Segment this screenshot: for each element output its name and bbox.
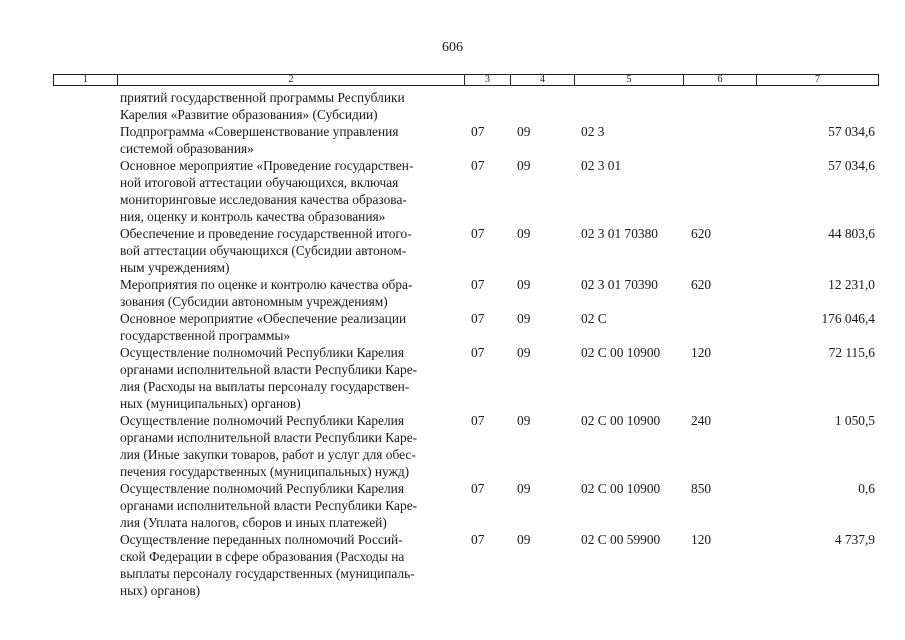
table-row	[0, 225, 905, 276]
amount-value: 4 737,9	[834, 532, 875, 547]
table-row	[0, 412, 905, 480]
expense-name-line: лия (Уплата налогов, сборов и иных платежей)	[120, 515, 387, 530]
expense-name-line: органами исполнительной власти Республики Каре-	[120, 430, 418, 445]
subsection-code: 09	[517, 277, 531, 292]
subsection-code: 09	[517, 124, 531, 139]
expense-name-line: Подпрограмма «Совершенствование управления	[120, 124, 399, 139]
expense-name-line: печения государственных (муниципальных) нужд)	[120, 464, 410, 479]
section-code: 07	[471, 532, 485, 547]
column-header-1: 1	[83, 74, 88, 85]
expense-name-line: зования (Субсидии автономным учреждениям)	[120, 294, 388, 309]
expense-name-line: выплаты персоналу государственных (муниципаль-	[120, 566, 415, 581]
table-row	[0, 276, 905, 310]
expense-type-code: 850	[691, 481, 712, 496]
target-article-code: 02 С	[581, 311, 607, 326]
section-code: 07	[471, 481, 485, 496]
amount-value: 57 034,6	[828, 158, 875, 173]
amount-value: 1 050,5	[834, 413, 875, 428]
amount-value: 57 034,6	[828, 124, 875, 139]
expense-name	[120, 412, 460, 480]
section-code: 07	[471, 226, 485, 241]
expense-name-line: Основное мероприятие «Проведение государствен-	[120, 158, 414, 173]
expense-name-line: лия (Расходы на выплаты персоналу государствен-	[120, 379, 410, 394]
expense-name	[120, 123, 460, 157]
expense-name-line: органами исполнительной власти Республики Каре-	[120, 362, 418, 377]
expense-name-line: Осуществление переданных полномочий Россий-	[120, 532, 403, 547]
expense-type-code: 620	[691, 226, 712, 241]
target-article-code: 02 С 00 59900	[581, 532, 661, 547]
expense-name	[120, 225, 460, 276]
column-header-6: 6	[683, 75, 756, 85]
expense-name-line: мониторинговые исследования качества образова-	[120, 192, 407, 207]
column-header-4: 4	[510, 75, 574, 85]
expense-name-line: лия (Иные закупки товаров, работ и услуг для обес-	[120, 447, 416, 462]
expense-type-code: 620	[691, 277, 712, 292]
amount-value: 176 046,4	[821, 311, 875, 326]
budget-table-body	[0, 89, 905, 599]
expense-name	[120, 310, 460, 344]
target-article-code: 02 3 01 70380	[581, 226, 658, 241]
expense-name-line: Основное мероприятие «Обеспечение реализации	[120, 311, 407, 326]
expense-name	[120, 89, 460, 123]
expense-name-line: органами исполнительной власти Республики Каре-	[120, 498, 418, 513]
expense-name-line: Осуществление полномочий Республики Карелия	[120, 481, 404, 496]
column-header-5: 5	[574, 75, 683, 85]
subsection-code: 09	[517, 413, 531, 428]
expense-name	[120, 157, 460, 225]
expense-name-line: ния, оценку и контроль качества образования»	[120, 209, 386, 224]
subsection-code: 09	[517, 311, 531, 326]
expense-name-line: ской Федерации в сфере образования (Расходы на	[120, 549, 405, 564]
section-code: 07	[471, 277, 485, 292]
table-row	[0, 480, 905, 531]
expense-name	[120, 344, 460, 412]
target-article-code: 02 3	[581, 124, 605, 139]
expense-name-line: Осуществление полномочий Республики Карелия	[120, 413, 404, 428]
section-code: 07	[471, 158, 485, 173]
expense-name-line: Обеспечение и проведение государственной итого-	[120, 226, 412, 241]
table-row	[0, 123, 905, 157]
expense-name-line: ной итоговой аттестации обучающихся, включая	[120, 175, 399, 190]
expense-name-line: ных (муниципальных) органов)	[120, 396, 301, 411]
expense-name	[120, 531, 460, 599]
table-row	[0, 89, 905, 123]
section-code: 07	[471, 413, 485, 428]
subsection-code: 09	[517, 481, 531, 496]
table-row	[0, 531, 905, 599]
amount-value: 44 803,6	[828, 226, 875, 241]
expense-type-code: 120	[691, 532, 712, 547]
amount-value: 72 115,6	[828, 345, 875, 360]
subsection-code: 09	[517, 532, 531, 547]
expense-name-line: вой аттестации обучающихся (Субсидии автоном-	[120, 243, 407, 258]
column-header-2: 2	[117, 75, 464, 85]
expense-name-line: Осуществление полномочий Республики Карелия	[120, 345, 404, 360]
subsection-code: 09	[517, 158, 531, 173]
table-row	[0, 310, 905, 344]
page-number: 606	[442, 40, 463, 55]
target-article-code: 02 3 01 70390	[581, 277, 658, 292]
target-article-code: 02 3 01	[581, 158, 622, 173]
table-row	[0, 157, 905, 225]
column-header-3: 3	[464, 75, 510, 85]
expense-name-line: приятий государственной программы Республики	[120, 90, 405, 105]
target-article-code: 02 С 00 10900	[581, 481, 661, 496]
table-row	[0, 344, 905, 412]
expense-type-code: 120	[691, 345, 712, 360]
expense-name	[120, 480, 460, 531]
amount-value: 12 231,0	[828, 277, 875, 292]
section-code: 07	[471, 345, 485, 360]
amount-value: 0,6	[858, 481, 875, 496]
section-code: 07	[471, 311, 485, 326]
target-article-code: 02 С 00 10900	[581, 345, 661, 360]
expense-name-line: ным учреждениям)	[120, 260, 230, 275]
expense-name-line: системой образования»	[120, 141, 254, 156]
expense-name-line: Карелия «Развитие образования» (Субсидии)	[120, 107, 378, 122]
expense-type-code: 240	[691, 413, 712, 428]
expense-name-line: ных) органов)	[120, 583, 201, 598]
expense-name-line: Мероприятия по оценке и контролю качества обра-	[120, 277, 413, 292]
expense-name-line: государственной программы»	[120, 328, 291, 343]
target-article-code: 02 С 00 10900	[581, 413, 661, 428]
expense-name	[120, 276, 460, 310]
column-header-row	[53, 74, 879, 86]
column-header-7: 7	[756, 75, 878, 85]
section-code: 07	[471, 124, 485, 139]
subsection-code: 09	[517, 345, 531, 360]
subsection-code: 09	[517, 226, 531, 241]
